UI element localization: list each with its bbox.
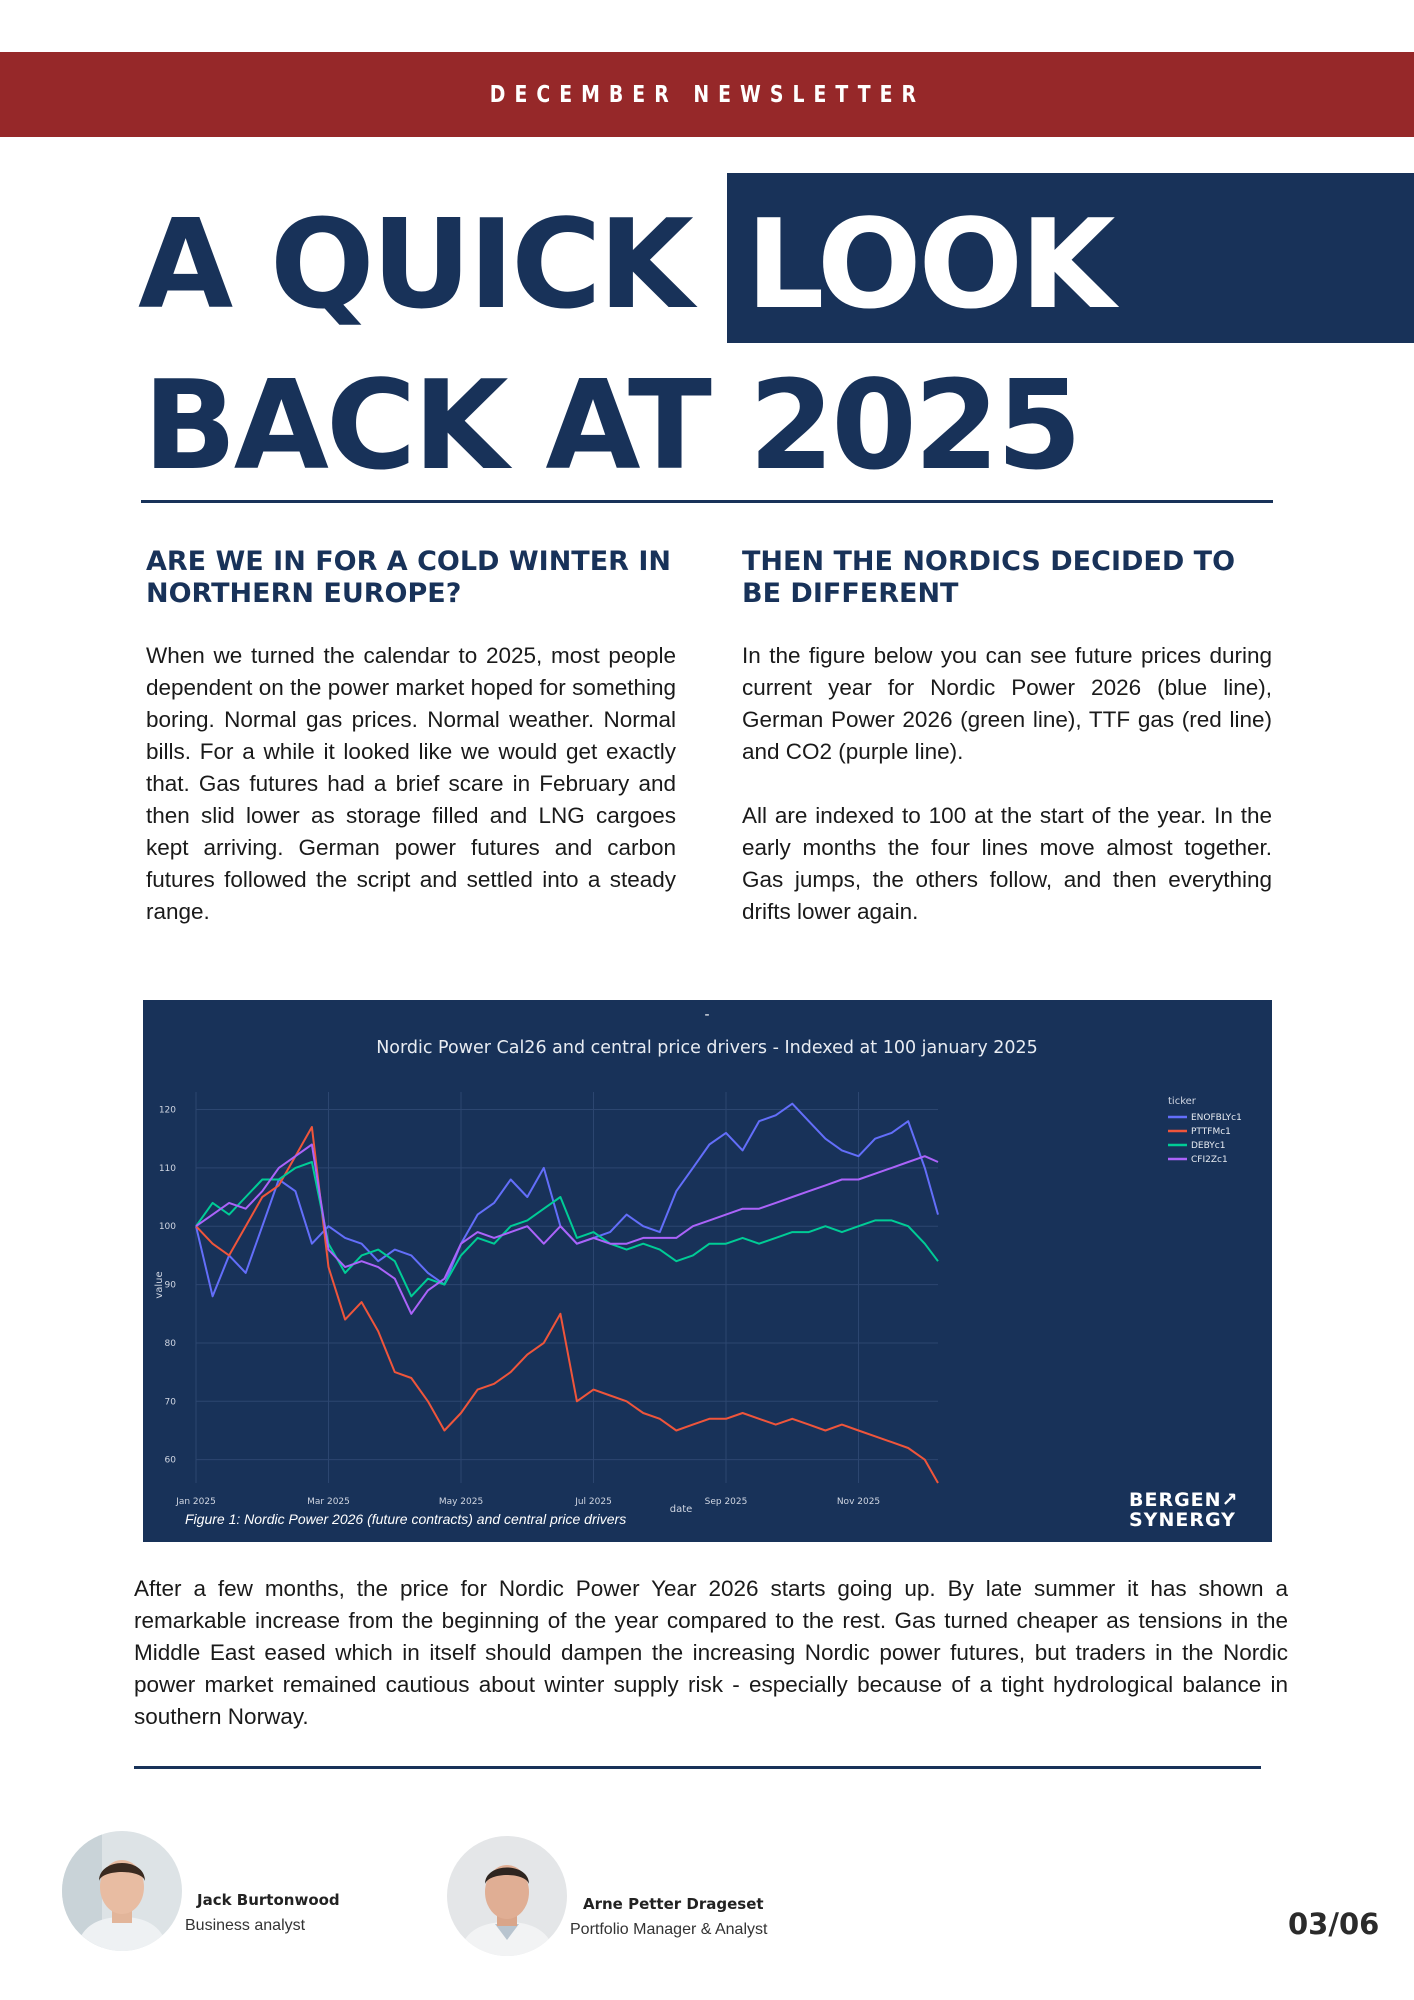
logo-arrow-icon: ↗: [1221, 1489, 1239, 1511]
chart-series-lines: [196, 1104, 938, 1483]
left-column-heading: ARE WE IN FOR A COLD WINTER IN NORTHERN EUROPE?: [146, 546, 671, 609]
headline-highlight: LOOK: [746, 194, 1113, 337]
headline-divider: [141, 500, 1273, 503]
chart-ylabel: value: [154, 1271, 165, 1299]
avatar-jack-burtonwood: [62, 1831, 182, 1951]
avatar-arne-petter-drageset: [447, 1836, 567, 1956]
price-chart: [143, 1000, 1272, 1542]
legend-entry: PTTFMc1: [1191, 1127, 1231, 1137]
x-tick-label: Jan 2025: [176, 1497, 216, 1507]
x-tick-label: Sep 2025: [704, 1497, 748, 1507]
person-photo-icon: [62, 1831, 182, 1951]
left-column-paragraph: When we turned the calendar to 2025, most people dependent on the power market hoped for something boring. Normal gas prices. Normal weather. Normal bills. For a while it looked like we would get exactly that. Gas futures had a brief scare in February and then slid lower as storage filled and LNG cargoes kept arriving. German power futures and carbon futures followed the script and settled into a steady range.: [146, 643, 676, 924]
legend-entry: DEBYc1: [1191, 1141, 1226, 1151]
figure-caption: Figure 1: Nordic Power 2026 (future contracts) and central price drivers: [185, 1511, 627, 1527]
chart-top-mark: -: [704, 1007, 710, 1023]
legend-entry: ENOFBLYc1: [1191, 1113, 1242, 1123]
right-column-paragraph-1: In the figure below you can see future prices during current year for Nordic Power 2026 (blue line), German Power 2026 (green line), TTF gas (red line) and CO2 (purple line).: [742, 643, 1272, 764]
y-tick-label: 90: [164, 1280, 176, 1291]
chart-legend: [1168, 1113, 1242, 1165]
logo-line2: SYNERGY: [1129, 1509, 1236, 1531]
x-tick-label: Nov 2025: [836, 1497, 881, 1507]
page-number: 03/06: [1288, 1907, 1380, 1941]
author-1-role: Business analyst: [185, 1917, 306, 1934]
author-1-name: Jack Burtonwood: [197, 1891, 340, 1909]
y-tick-label: 70: [164, 1397, 176, 1408]
author-2-name: Arne Petter Drageset: [583, 1895, 764, 1913]
body-paragraph: After a few months, the price for Nordic Power Year 2026 starts going up. By late summer it has shown a remarkable increase from the beginning of the year compared to the rest. Gas turned cheaper as tensions in the Middle East eased which in itself should dampen the increasing Nordic power futures, but traders in the Nordic power market remained cautious about winter supply risk - especially because of a tight hydrological balance in southern Norway.: [134, 1576, 1288, 1729]
left-column-text: [146, 640, 676, 928]
y-tick-label: 80: [164, 1338, 176, 1349]
y-tick-label: 60: [164, 1455, 176, 1466]
author-2-role: Portfolio Manager & Analyst: [570, 1921, 768, 1938]
x-tick-label: Jul 2025: [575, 1497, 612, 1507]
y-tick-label: 110: [158, 1163, 176, 1174]
series-line-enofblyc1: [196, 1104, 938, 1297]
y-tick-label: 120: [158, 1105, 176, 1116]
headline-line2: BACK AT 2025: [143, 355, 1080, 498]
right-column-heading: THEN THE NORDICS DECIDED TO BE DIFFERENT: [742, 546, 1236, 609]
headline-part1: A QUICK: [138, 194, 691, 337]
banner-text: DECEMBER NEWSLETTER: [489, 81, 925, 108]
legend-entry: CFI2Zc1: [1191, 1155, 1228, 1165]
chart-grid: [196, 1092, 938, 1483]
chart-xlabel: date: [669, 1504, 693, 1515]
person-photo-icon: [447, 1836, 567, 1956]
bergen-synergy-logo: [1129, 1490, 1239, 1530]
x-tick-label: May 2025: [438, 1497, 484, 1507]
chart-axes: [159, 1106, 880, 1507]
right-column-text: [742, 640, 1272, 928]
y-tick-label: 100: [158, 1222, 176, 1233]
legend-title: ticker: [1168, 1096, 1196, 1107]
newsletter-banner: [0, 52, 1414, 137]
footer-divider: [134, 1766, 1261, 1769]
series-line-pttfmc1: [196, 1127, 938, 1483]
right-column-paragraph-2: All are indexed to 100 at the start of the year. In the early months the four lines move almost together. Gas jumps, the others follow, and then everything drifts lower again.: [742, 803, 1272, 924]
price-chart-svg: [143, 1000, 1272, 1542]
x-tick-label: Mar 2025: [307, 1497, 350, 1507]
logo-line1: BERGEN: [1129, 1489, 1222, 1511]
chart-title: Nordic Power Cal26 and central price drivers - Indexed at 100 january 2025: [376, 1038, 1038, 1058]
